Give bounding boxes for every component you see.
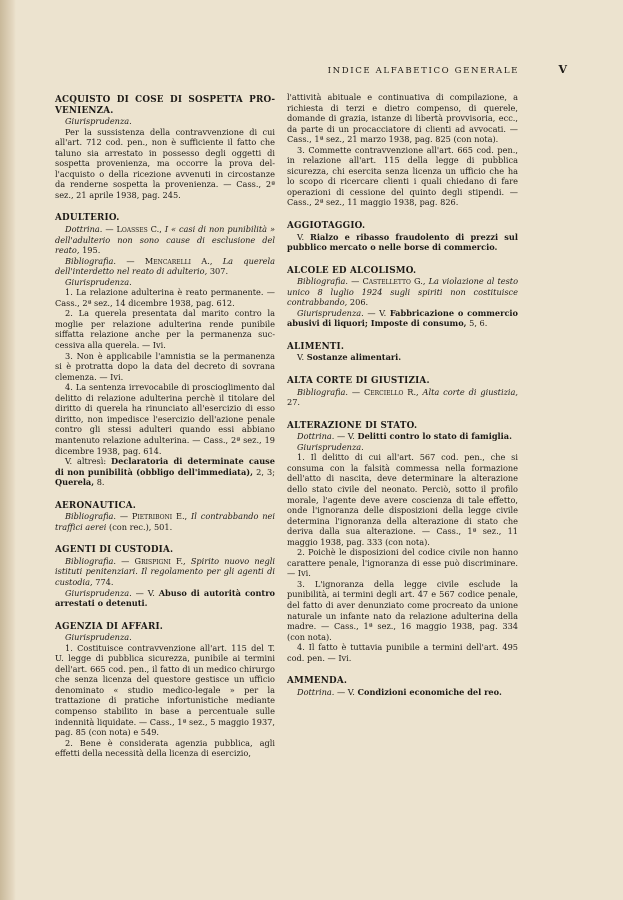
running-header: INDICE ALFABETICO GENERALE: [327, 66, 519, 76]
entry-item: 1. La relazione adulterina è reato permanente. — Cass., 2ª sez., 14 dicembre 1938, pag. 612.: [55, 287, 275, 308]
entry-title: ALIMENTI.: [287, 341, 345, 352]
entry-title: AGENZIA DI AFFARI.: [55, 621, 164, 632]
entry-subheading: Giurisprudenza.: [65, 276, 132, 287]
entry-item: 3. Commette contravvenzione all'art. 665 cod. pen., in relazione all'art. 115 della legge di pubblica sicurezza, chi esercita senza licenza un ufficio che ha lo scopo di ricercare clienti i quali chiedano di fare operazioni di cessione del quinto degli stipendi. — Cass., 2ª sez., 11 maggio 1938, pag. 826.: [287, 144, 518, 208]
entry-bibliografia: Bibliografia. — Mencarelli A., La querela dell'interdetto nel reato di adulterio, 307.: [55, 255, 275, 277]
entry-bibliografia: Bibliografia. — Pietriboni E., Il contrabbando nei traffici aerei (con rec.), 501.: [55, 511, 275, 532]
entry-item: 3. L'ignoranza della legge civile esclude la punibilità, ai termini degli art. 47 e 567 codice penale, del fatto di aver denunziato come procreato da unione naturale un infante nato da relazione adulterina della madre. — Cass., 1ª sez., 16 maggio 1938, pag. 334 (con nota).: [287, 578, 518, 642]
right-column: [287, 92, 518, 697]
entry-item: 4. Il fatto è tuttavia punibile a termini dell'art. 495 cod. pen. — Ivi.: [287, 642, 518, 663]
entry-text: Per la sussistenza della contravvenzione di cui all'art. 712 cod. pen., non è sufficiente il fatto che taluno sia arrestato in possesso degli oggetti di sospetta provenienza, ma occorre la prova dell'acquisto o della ricezione avvenuti in circostanze da renderne sospetta la provenienza. — Cass., 2ª sez., 21 aprile 1938, pag. 245.: [55, 126, 275, 200]
entry-subheading: Giurisprudenza.: [65, 632, 132, 643]
entry-cross-reference: V. Rialzo e ribasso fraudolento di prezzi sul pubblico mercato o nelle borse di commercio.: [287, 231, 518, 253]
entry-item: 2. Poichè le disposizioni del codice civile non hanno carattere penale, l'ignoranza di esse può discriminare. — Ivi.: [287, 547, 518, 579]
entry-cross-reference: V. Sostanze alimentari.: [297, 352, 402, 363]
entry-bibliografia: Bibliografia. — Castelletto G., La violazione al testo unico 8 luglio 1924 sugli spiriti non costituisce contrabbando, 206.: [287, 276, 518, 308]
entry-bibliografia: Bibliografia. — Cerciello R., Alta corte di giustizia, 27.: [287, 386, 518, 408]
entry-item: 1. Il delitto di cui all'art. 567 cod. pen., che si consuma con la falsità commessa nella formazione dell'atto di nascita, deve determinare la alterazione dello stato civile del neonato. Perciò, sotto il profilo morale, l'agente deve avere coscienza di tale effetto, onde l'ignoranza delle disposizioni della legge civile determina l'ignoranza della alterazione di stato che deriva dalla sua alterazione. — Cass., 1ª sez., 11 maggio 1938, pag. 333 (con nota).: [287, 452, 518, 547]
left-column: [55, 92, 275, 759]
entry-title: ACQUISTO DI COSE DI SOSPETTA PROVENIENZA.: [55, 95, 275, 116]
entry-dottrina: Dottrina. — Loasses C., I « casi di non punibilità » dell'adulterio non sono cause di esclusione del reato, 195.: [55, 224, 276, 256]
entry-dottrina: Dottrina. — V. Condizioni economiche del reo.: [297, 686, 502, 697]
entry-item: 2. La querela presentata dal marito contro la moglie per relazione adulterina rende punibile siffatta relazione anche per la permanenza successiva alla querela. — Ivi.: [55, 308, 275, 351]
entry-subheading: Giurisprudenza.: [297, 441, 364, 452]
entry-title: ALTERAZIONE DI STATO.: [287, 420, 418, 431]
entry-title: AGENTI DI CUSTODIA.: [55, 545, 174, 556]
entry-title: ALCOLE ED ALCOLISMO.: [287, 265, 417, 276]
entry-giurisprudenza: Giurisprudenza. — V. Fabbricazione o commercio abusivi di liquori; Imposte di consumo, 5, 6.: [287, 307, 519, 329]
entry-item: 4. La sentenza irrevocabile di proscioglimento dal delitto di relazione adulterina perchè il titolare del diritto di querela ha rinunciato all'esercizio di esso diritto, non impedisce l'esercizio dell'azione penale contro gli stessi adulteri quando essi abbiano mantenuto relazione adulterina. — Cass., 2ª sez., 19 dicembre 1938, pag. 614.: [55, 382, 275, 456]
entry-item-continued: l'attività abituale e continuativa di compilazione, a richiesta di terzi e dietro compenso, di querele, domande di grazia, istanze di libertà provvisoria, ecc., da parte di un procacciatore di clienti ad avvocati. — Cass., 1ª sez., 21 marzo 1938, pag. 825 (con nota).: [287, 92, 518, 145]
entry-dottrina: Dottrina. — V. Delitti contro lo stato di famiglia.: [297, 431, 512, 442]
entry-subheading: Giurisprudenza.: [65, 116, 132, 127]
entry-item: 1. Costituisce contravvenzione all'art. 115 del T. U. legge di pubblica sicurezza, punibile ai termini dell'art. 665 cod. pen., il fatto di un medico chirurgo che senza licenza del questore gestisce un ufficio denominato « studio medico-legale » per la trattazione di pratiche infortunistiche mediante compenso stabilito in base a percentuale sulle indennità liquidate. — Cass., 1ª sez., 5 maggio 1937, pag. 85 (con nota) e 549.: [55, 642, 275, 738]
entry-title: AERONAUTICA.: [55, 500, 136, 511]
entry-giurisprudenza: Giurisprudenza. — V. Abuso di autorità contro arrestati o detenuti.: [55, 587, 275, 609]
entry-title: AMMENDA.: [287, 676, 348, 687]
entry-bibliografia: Bibliografia. — Grispigni F., Spirito nuovo negli istituti penitenziari. Il regolamento per gli agenti di custodia, 774.: [55, 555, 275, 587]
page-spine-shadow: [0, 0, 16, 900]
entry-item: 3. Non è applicabile l'amnistia se la permanenza si è protratta dopo la data del decreto di sovrana clemenza. — Ivi.: [55, 350, 275, 382]
entry-title: AGGIOTAGGIO.: [287, 221, 366, 232]
entry-title: ADULTERIO.: [55, 213, 120, 224]
page-number: V: [558, 63, 567, 76]
entry-title: ALTA CORTE DI GIUSTIZIA.: [287, 376, 430, 387]
entry-item: 2. Bene è considerata agenzia pubblica, agli effetti della necessità della licenza di esercizio,: [55, 737, 275, 759]
entry-cross-reference: V. altresì: Declaratoria di determinate cause di non punibilità (obbligo dell'immediata), 2, 3; Querela, 8.: [55, 456, 276, 488]
